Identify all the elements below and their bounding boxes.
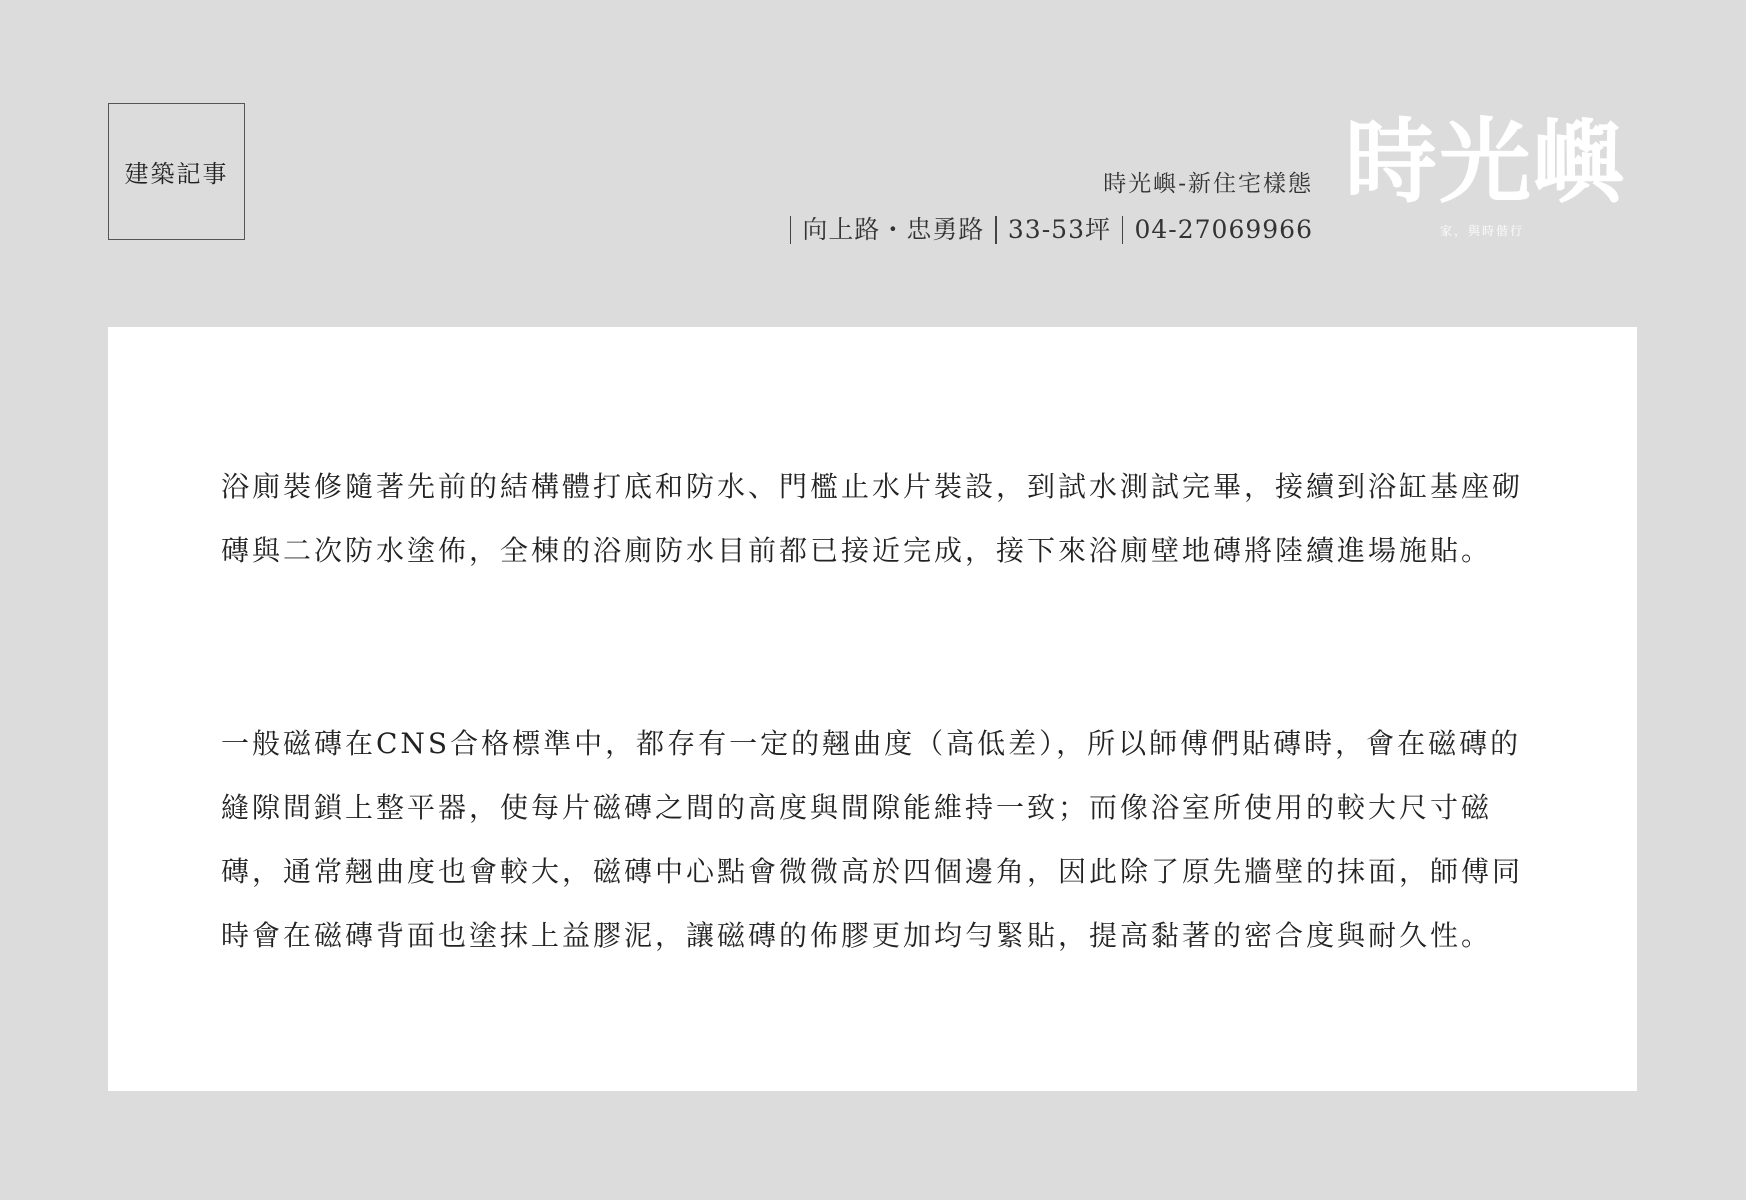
brand-tagline: 家，與時偕行 xyxy=(1440,224,1525,238)
project-title: 時光嶼-新住宅樣態 xyxy=(1103,171,1313,197)
divider xyxy=(790,216,792,244)
article-card xyxy=(108,327,1637,1091)
project-location: 向上路・忠勇路 xyxy=(802,215,985,244)
project-header xyxy=(779,165,1313,247)
divider xyxy=(1122,216,1124,244)
divider xyxy=(995,216,997,244)
article-paragraph-2: 一般磁磚在CNS合格標準中，都存有一定的翹曲度（高低差），所以師傅們貼磚時，會在磁磚的縫隙間鎖上整平器，使每片磁磚之間的高度與間隙能維持一致；而像浴室所使用的較大尺寸磁磚，通常翹曲度也會較大，磁磚中心點會微微高於四個邊角，因此除了原先牆壁的抹面，師傅同時會在磁磚背面也塗抹上益膠泥，讓磁磚的佈膠更加均勻緊貼，提高黏著的密合度與耐久性。 xyxy=(221,727,1524,952)
project-info-line xyxy=(779,213,1313,247)
brand-logo-text: 時光嶼 xyxy=(1345,108,1628,216)
section-tag xyxy=(108,103,245,240)
project-size: 33-53坪 xyxy=(1007,215,1111,244)
brand-logo xyxy=(1345,108,1635,242)
project-phone: 04-27069966 xyxy=(1134,215,1313,244)
section-tag-label: 建築記事 xyxy=(124,160,229,188)
article-paragraph-1: 浴廁裝修隨著先前的結構體打底和防水、門檻止水片裝設，到試水測試完畢，接續到浴缸基座砌磚與二次防水塗佈，全棟的浴廁防水目前都已接近完成，接下來浴廁壁地磚將陸續進場施貼。 xyxy=(221,470,1524,567)
